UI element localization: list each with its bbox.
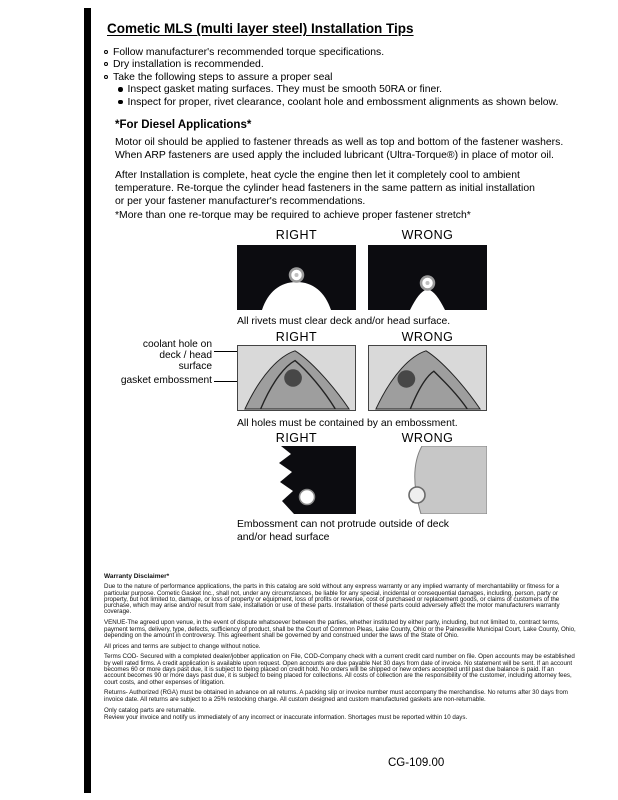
wrong-label: WRONG <box>401 431 454 445</box>
paragraph-line: Motor oil should be applied to fastener threads as well as top and bottom of the fastener washers. <box>115 137 564 148</box>
page-edge-bar <box>84 8 91 793</box>
rivet-wrong-diagram <box>368 245 487 310</box>
tip-subitem <box>118 84 584 95</box>
warranty-heading: Warranty Disclaimer* <box>104 573 170 580</box>
rivet-clear-illustration <box>237 245 356 310</box>
embossment-right-diagram <box>237 345 356 411</box>
diesel-section-heading: *For Diesel Applications* <box>115 119 252 131</box>
warranty-paragraph: VENUE-The agreed upon venue, in the event of dispute whatsoever between the parties, whether instituted by either party, including, but not limited to, contract terms, payment terms, delivery, type, defects, sufficiency of product, shall be the Court of Common Pleas, Lake County, Ohio or the Painesville Municipal Court, Lake County, Ohio, depending on the amount in controversy. This agreement shall be governed by and construed under the laws of the State of Ohio. <box>104 619 576 639</box>
paragraph-line: temperature. Re-torque the cylinder head fasteners in the same pattern as initial installation <box>115 182 535 194</box>
warranty-paragraph: Only catalog parts are returnable. <box>104 706 196 714</box>
paragraph-line: or per your fastener manufacturer's recommendations. <box>115 195 366 207</box>
tip-text: Inspect for proper, rivet clearance, coolant hole and embossment alignments as shown below. <box>127 96 559 108</box>
protrude-right-diagram <box>237 446 356 514</box>
embossment-caption: All holes must be contained by an embossment. <box>237 418 458 429</box>
warranty-paragraph: Review your invoice and notify us immediately of any incorrect or inaccurate information. Shortages must be reported within 10 days. <box>104 714 468 722</box>
hole-outside-embossment-illustration <box>369 346 486 410</box>
tip-subitem <box>118 97 584 108</box>
rivet-caption: All rivets must clear deck and/or head surface. <box>237 316 451 327</box>
hollow-bullet-icon <box>104 75 108 79</box>
warranty-disclaimer <box>104 574 577 726</box>
gasket-embossment-annotation: gasket embossment <box>120 375 212 386</box>
retorque-note: *More than one re-torque may be required to achieve proper fastener stretch* <box>115 210 471 221</box>
tip-text: Follow manufacturer's recommended torque specifications. <box>113 47 385 58</box>
page-title: Cometic MLS (multi layer steel) Installation Tips <box>107 21 414 36</box>
tip-text: Dry installation is recommended. <box>113 59 264 71</box>
page-code: CG-109.00 <box>388 757 445 769</box>
wrong-label: WRONG <box>401 228 454 242</box>
embossment-wrong-diagram <box>368 345 487 411</box>
annotation-line: deck / head surface <box>159 349 212 372</box>
wrong-label: WRONG <box>401 330 454 344</box>
coolant-hole-annotation <box>126 340 212 372</box>
hollow-bullet-icon <box>104 62 108 66</box>
annotation-line: coolant hole on <box>142 339 212 350</box>
diesel-paragraph-2 <box>115 170 590 208</box>
embossment-protruding-illustration <box>368 446 487 514</box>
tip-item <box>104 47 584 58</box>
rivet-touching-illustration <box>368 245 487 310</box>
protrude-wrong-diagram <box>368 446 487 514</box>
embossment-on-deck-illustration <box>237 446 356 514</box>
paragraph-line: When ARP fasteners are used apply the included lubricant (Ultra-Torque®) in place of motor oil. <box>115 149 554 161</box>
paragraph-line: After Installation is complete, heat cycle the engine then let it completely cool to ambient <box>115 170 520 181</box>
caption-line: Embossment can not protrude outside of deck <box>237 519 449 530</box>
installation-tips-list <box>104 47 584 109</box>
right-label: RIGHT <box>275 228 318 242</box>
right-label: RIGHT <box>275 330 318 344</box>
solid-bullet-icon <box>118 100 123 105</box>
warranty-paragraph: Terms COD- Secured with a completed dealer/jobber application on File, COD-Company check with a current credit card number on file. Open accounts may be established by well rated firms. A credit application is available upon request. Open accounts are due payable Net 30 days from date of invoice. No statement will be sent. If an account becomes 60 or more days past due, it is subject to being placed on credit hold. No orders will be shipped or new orders accepted until past due balance is paid. If an account becomes 90 or more days past due, it is subject to being placed for collections. All costs of collection are the responsibility of the customer, including attorney fees, court costs, and other expenses of litigation. <box>104 653 575 686</box>
solid-bullet-icon <box>118 87 123 92</box>
tip-text: Take the following steps to assure a proper seal <box>113 71 333 83</box>
caption-line: and/or head surface <box>237 532 330 543</box>
warranty-paragraph: Returns- Authorized (RGA) must be obtained in advance on all returns. A packing slip or invoice number must accompany the merchandise. No returns after 30 days from invoice date. All returns are subject to a 25% restocking charge. All custom designed and custom manufactured gaskets are non-returnable. <box>104 689 568 703</box>
rivet-right-diagram <box>237 245 356 310</box>
tip-text: Inspect gasket mating surfaces. They must be smooth 50RA or finer. <box>127 84 443 96</box>
right-label: RIGHT <box>275 431 318 445</box>
diesel-paragraph-1 <box>115 137 590 163</box>
hole-inside-embossment-illustration <box>238 346 355 410</box>
tip-item <box>104 72 584 83</box>
warranty-paragraph: All prices and terms are subject to change without notice. <box>104 642 261 650</box>
warranty-paragraph: Due to the nature of performance applications, the parts in this catalog are sold without any express warranty or any implied warranty of merchantability or fitness for a particular purpose. Cometic Gasket Inc., shall not, under any circumstances, be liable for any special, incidental or consequential damages, including, person, party or property, but not limited to, damage, or loss of property or equipment, loss of profits or revenue, cost of purchased or replacement goods, or claims of customers of the purchase, which may arise and/or result from sale, installation or use of these parts. Installation of these parts could adversely affect the motor manufacturers warranty coverage. <box>104 583 560 616</box>
hollow-bullet-icon <box>104 50 108 54</box>
protrude-caption <box>237 518 449 544</box>
tip-item <box>104 59 584 70</box>
